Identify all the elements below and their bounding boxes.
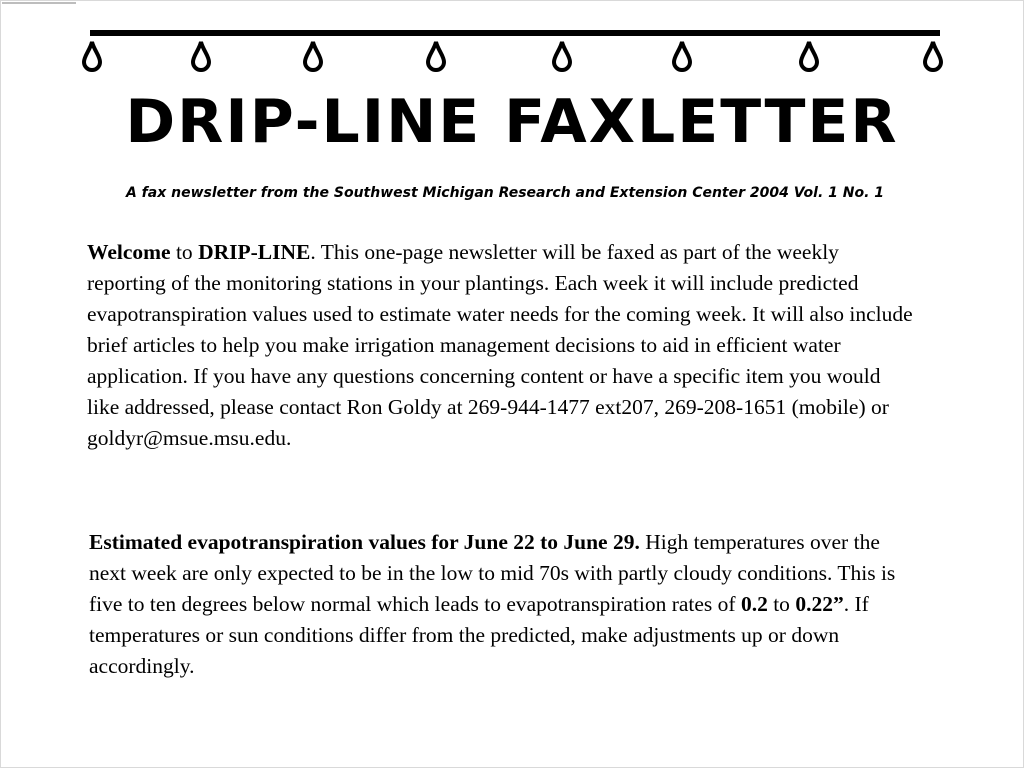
water-drop-icon xyxy=(428,42,444,70)
drip-line-pipe xyxy=(90,30,940,36)
et-heading: Estimated evapotranspiration values for June 22 to June 29. xyxy=(89,530,640,554)
water-drop-icon xyxy=(84,42,100,70)
water-drop-icon xyxy=(801,42,817,70)
drip-line-graphic xyxy=(0,0,1024,80)
et-paragraph xyxy=(89,527,919,682)
welcome-paragraph xyxy=(87,237,917,454)
et-to: to xyxy=(767,592,796,616)
welcome-body: . This one-page newsletter will be faxed as part of the weekly reporting of the monitoring stations in your plantings. Each week it will include predicted evapotranspiration values used to estimate water needs for the coming week. It will also include brief articles to help you make irrigation management decisions to aid in efficient water application. If you have any questions concerning content or have a specific item you would like addressed, please contact Ron Goldy at 269-944-1477 ext207, 269-208-1651 (mobile) or goldyr@msue.msu.edu. xyxy=(87,240,913,450)
water-drop-icon xyxy=(554,42,570,70)
water-drop-icon xyxy=(305,42,321,70)
water-drop-icon xyxy=(674,42,690,70)
welcome-lead: Welcome xyxy=(87,240,171,264)
page-title: DRIP-LINE FAXLETTER xyxy=(125,87,899,157)
page-subtitle: A fax newsletter from the Southwest Michigan Research and Extension Center 2004 Vol. 1 No. 1 xyxy=(125,185,885,201)
et-value-high: 0.22” xyxy=(795,592,844,616)
welcome-to: to xyxy=(170,240,199,264)
water-drop-icon xyxy=(193,42,209,70)
newsletter-name: DRIP-LINE xyxy=(198,240,311,264)
water-drop-icon xyxy=(925,42,941,70)
et-body-b: . If temperatures or sun conditions differ from the predicted, make adjustments up or down accordingly. xyxy=(89,592,869,678)
et-value-low: 0.2 xyxy=(740,592,768,616)
et-body-a: High temperatures over the next week are only expected to be in the low to mid 70s with partly cloudy conditions. This is five to ten degrees below normal which leads to evapotranspiration rates of xyxy=(89,530,896,616)
